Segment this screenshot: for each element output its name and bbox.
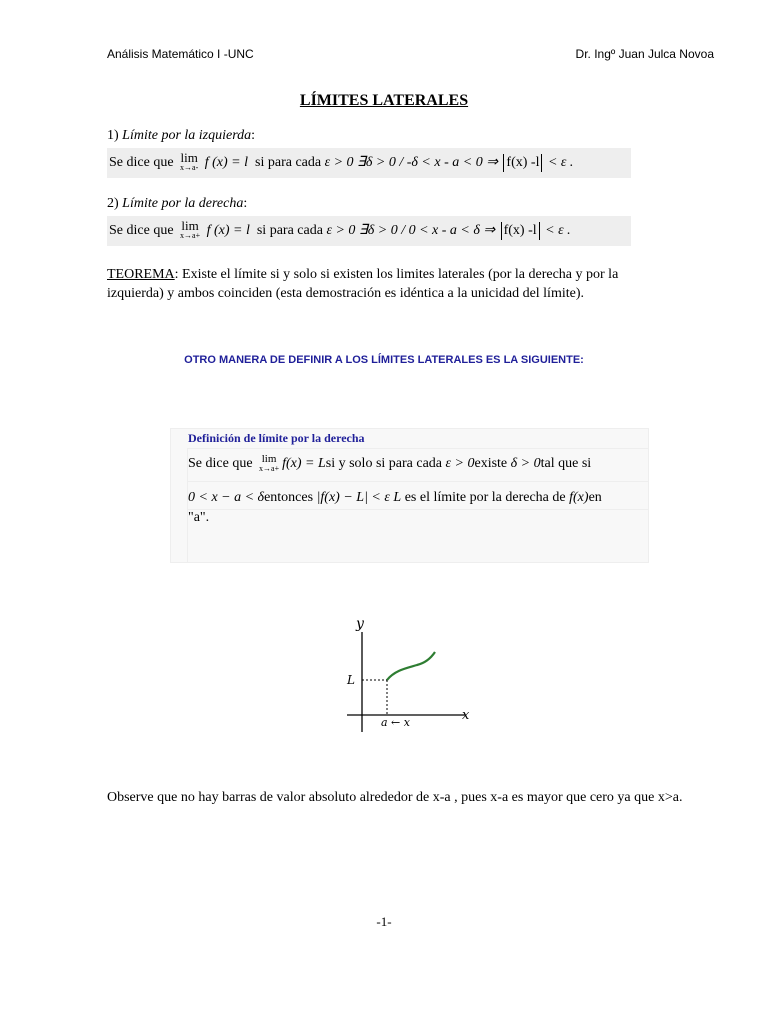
definition-divider: [187, 481, 649, 482]
page-title: LÍMITES LATERALES: [299, 92, 469, 109]
lim-text: lim: [261, 453, 277, 465]
observation-paragraph: Observe que no hay barras de valor absoluto alrededor de x-a , pues x-a es mayor que cero ya que x>a.: [107, 790, 683, 805]
def-text: en: [588, 490, 602, 505]
function-expression: f(x) = L: [282, 456, 326, 472]
lim-subscript: x→a-: [180, 162, 199, 172]
y-axis-label: y: [356, 616, 364, 632]
lim-subscript: x→a+: [180, 230, 201, 240]
header-left: Análisis Matemático I -UNC: [107, 47, 254, 61]
right-limit-graph: [335, 612, 485, 737]
left-limit-colon: :: [251, 128, 256, 143]
formula-text: si para cada: [255, 155, 322, 170]
lim-text: lim: [180, 149, 198, 165]
limit-symbol: L: [393, 490, 402, 505]
function-expression: f (x) = l: [206, 223, 250, 238]
abs-expression: f(x) -l: [503, 223, 537, 238]
def-text: existe: [474, 456, 508, 472]
def-text: si y solo si para cada: [325, 456, 443, 472]
def-text: entonces: [264, 490, 314, 505]
limit-operator: [180, 217, 201, 241]
x-axis-label: x: [462, 708, 470, 723]
abs-bar-left: [503, 154, 504, 172]
definition-row-3: "a".: [188, 510, 210, 525]
theorem-text: : Existe el límite si y solo si existen los limites laterales (por la derecha y por la izquierda) y ambos coinciden (esta demostración es idéntica a la unicidad del límite).: [107, 267, 619, 301]
left-limit-label: [107, 128, 255, 144]
inequality: 0 < x − a < δ: [188, 490, 265, 505]
definition-divider: [187, 448, 649, 449]
epsilon-delta-condition: ε > 0 ∃δ > 0 / -δ < x - a < 0 ⇒: [324, 155, 498, 170]
theorem-label: TEOREMA: [107, 267, 175, 282]
epsilon-bound: < ε .: [547, 155, 574, 170]
section-heading: OTRO MANERA DE DEFINIR A LOS LÍMITES LATERALES ES LA SIGUIENTE:: [184, 354, 584, 366]
right-limit-label: [107, 196, 247, 212]
definition-heading: Definición de límite por la derecha: [188, 431, 365, 445]
left-limit-number: 1): [107, 128, 123, 143]
abs-bar-right: [541, 154, 542, 172]
function-symbol: f(x): [569, 490, 589, 505]
header-right: Dr. Ingº Juan Julca Novoa: [575, 47, 714, 61]
left-limit-title: Límite por la izquierda: [122, 128, 252, 143]
limit-operator: [259, 454, 279, 474]
lim-subscript: x→a+: [259, 464, 280, 473]
L-label: L: [347, 673, 355, 687]
definition-divider: [187, 509, 649, 510]
lim-text: lim: [181, 217, 199, 233]
right-limit-colon: :: [243, 196, 248, 211]
page-number: -1-: [376, 914, 392, 929]
definition-row-1: [188, 454, 591, 474]
right-limit-number: 2): [107, 196, 123, 211]
epsilon-delta-condition: ε > 0 ∃δ > 0 / 0 < x - a < δ ⇒: [326, 223, 496, 238]
function-curve: [387, 652, 435, 680]
right-limit-title: Límite por la derecha: [122, 196, 244, 211]
delta-condition: δ > 0: [510, 456, 541, 472]
a-approach-label: a ← x: [381, 716, 410, 729]
abs-expression: f(x) -l: [506, 155, 540, 170]
abs-inequality: |f(x) − L| < ε: [316, 490, 390, 505]
def-text: es el límite por la derecha de: [404, 490, 566, 505]
def-text: Se dice que: [188, 456, 253, 472]
abs-bar-left: [501, 222, 502, 240]
epsilon-bound: < ε .: [545, 223, 571, 238]
definition-row-2: [188, 490, 602, 506]
theorem-paragraph: [107, 265, 667, 303]
epsilon-condition: ε > 0: [445, 456, 475, 472]
function-expression: f (x) = l: [204, 155, 249, 170]
formula-text: si para cada: [256, 223, 323, 238]
left-limit-formula: [107, 148, 631, 178]
formula-text: Se dice que: [109, 155, 174, 170]
formula-text: Se dice que: [109, 223, 174, 238]
abs-bar-right: [539, 222, 540, 240]
right-limit-formula: [107, 216, 631, 246]
def-text: tal que si: [540, 456, 592, 472]
limit-operator: [180, 149, 199, 173]
